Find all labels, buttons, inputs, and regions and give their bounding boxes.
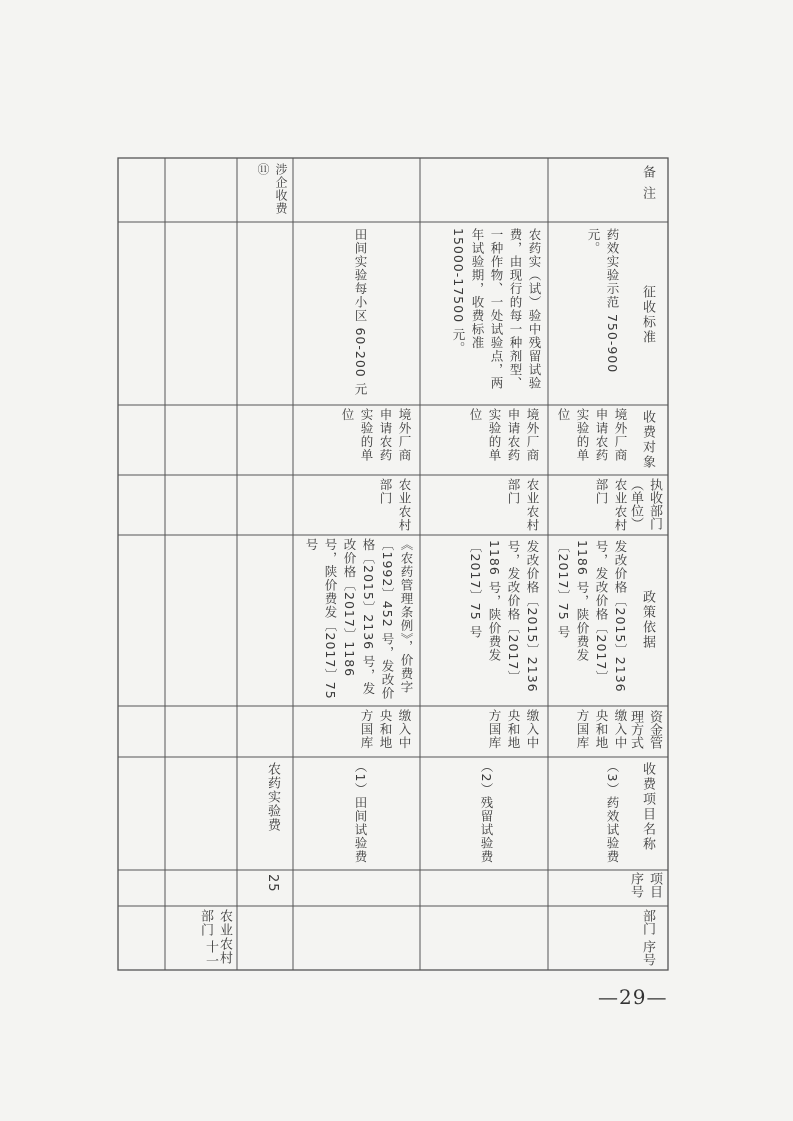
row1-collector: 农业农村部门 — [378, 478, 412, 532]
header-collector: 执收部门（单位） — [628, 478, 662, 530]
row3-collector: 农业农村部门 — [594, 478, 628, 532]
row2-policy: 发改价格〔2015〕2136 号，发改价格〔2017〕1186 号，陕价费发〔2017〕75 号 — [468, 540, 540, 693]
row3-policy: 发改价格〔2015〕2136 号，发改价格〔2017〕1186 号，陕价费发〔2017〕75 号 — [556, 540, 628, 693]
header-fund: 资金管理方式 — [628, 710, 662, 749]
page-number: —29— — [598, 985, 668, 1009]
row1-target: 境外厂商申请农药实验的单位 — [340, 408, 412, 462]
row2-name: （2）残留试验费 — [479, 760, 494, 864]
header-name: 收费项目名称 — [640, 762, 655, 852]
row2-collector: 农业农村部门 — [506, 478, 540, 532]
row1-policy: 《农药管理条例》，价费字〔1992〕452 号，发改价格〔2015〕2136 号，发改价格〔2017〕1186 号，陕价费发〔2017〕75 号 — [304, 538, 414, 701]
row25-item-seq: 25 — [265, 874, 280, 893]
row3-standard: 药效实验示范 750-900 元。 — [586, 228, 620, 374]
row2-fund: 缴入中央和地方国库 — [487, 709, 540, 750]
section-dept: 农业农村部门 — [198, 909, 232, 965]
row3-name: （3）药效试验费 — [605, 760, 620, 864]
header-standard: 征收标准 — [640, 285, 655, 345]
header-policy: 政策依据 — [640, 590, 655, 650]
header-item-seq: 项目序号 — [628, 872, 662, 898]
row1-standard: 田间实验每小区 60-200 元 — [353, 228, 368, 397]
row2-standard: 农药实（试）验中残留试验费，由现行的每一种剂型、一种作物、一处试验点，两年试验期，收费标准 15000-17500 元。 — [451, 228, 542, 390]
header-remark: 备 注 — [640, 165, 655, 202]
row25-remark: 涉企收费⑪ — [256, 163, 288, 215]
row1-fund: 缴入中央和地方国库 — [359, 709, 412, 750]
row3-target: 境外厂商申请农药实验的单位 — [556, 408, 628, 462]
row1-name: （1）田间试验费 — [353, 760, 368, 864]
section-seq: 十一 — [203, 940, 218, 968]
row3-fund: 缴入中央和地方国库 — [575, 709, 628, 750]
header-seq: 序号 — [640, 940, 655, 966]
row25-name: 农药实验费 — [265, 762, 280, 832]
row2-target: 境外厂商申请农药实验的单位 — [468, 408, 540, 462]
header-dept: 部门 — [640, 909, 655, 935]
header-target: 收费对象 — [640, 410, 655, 470]
